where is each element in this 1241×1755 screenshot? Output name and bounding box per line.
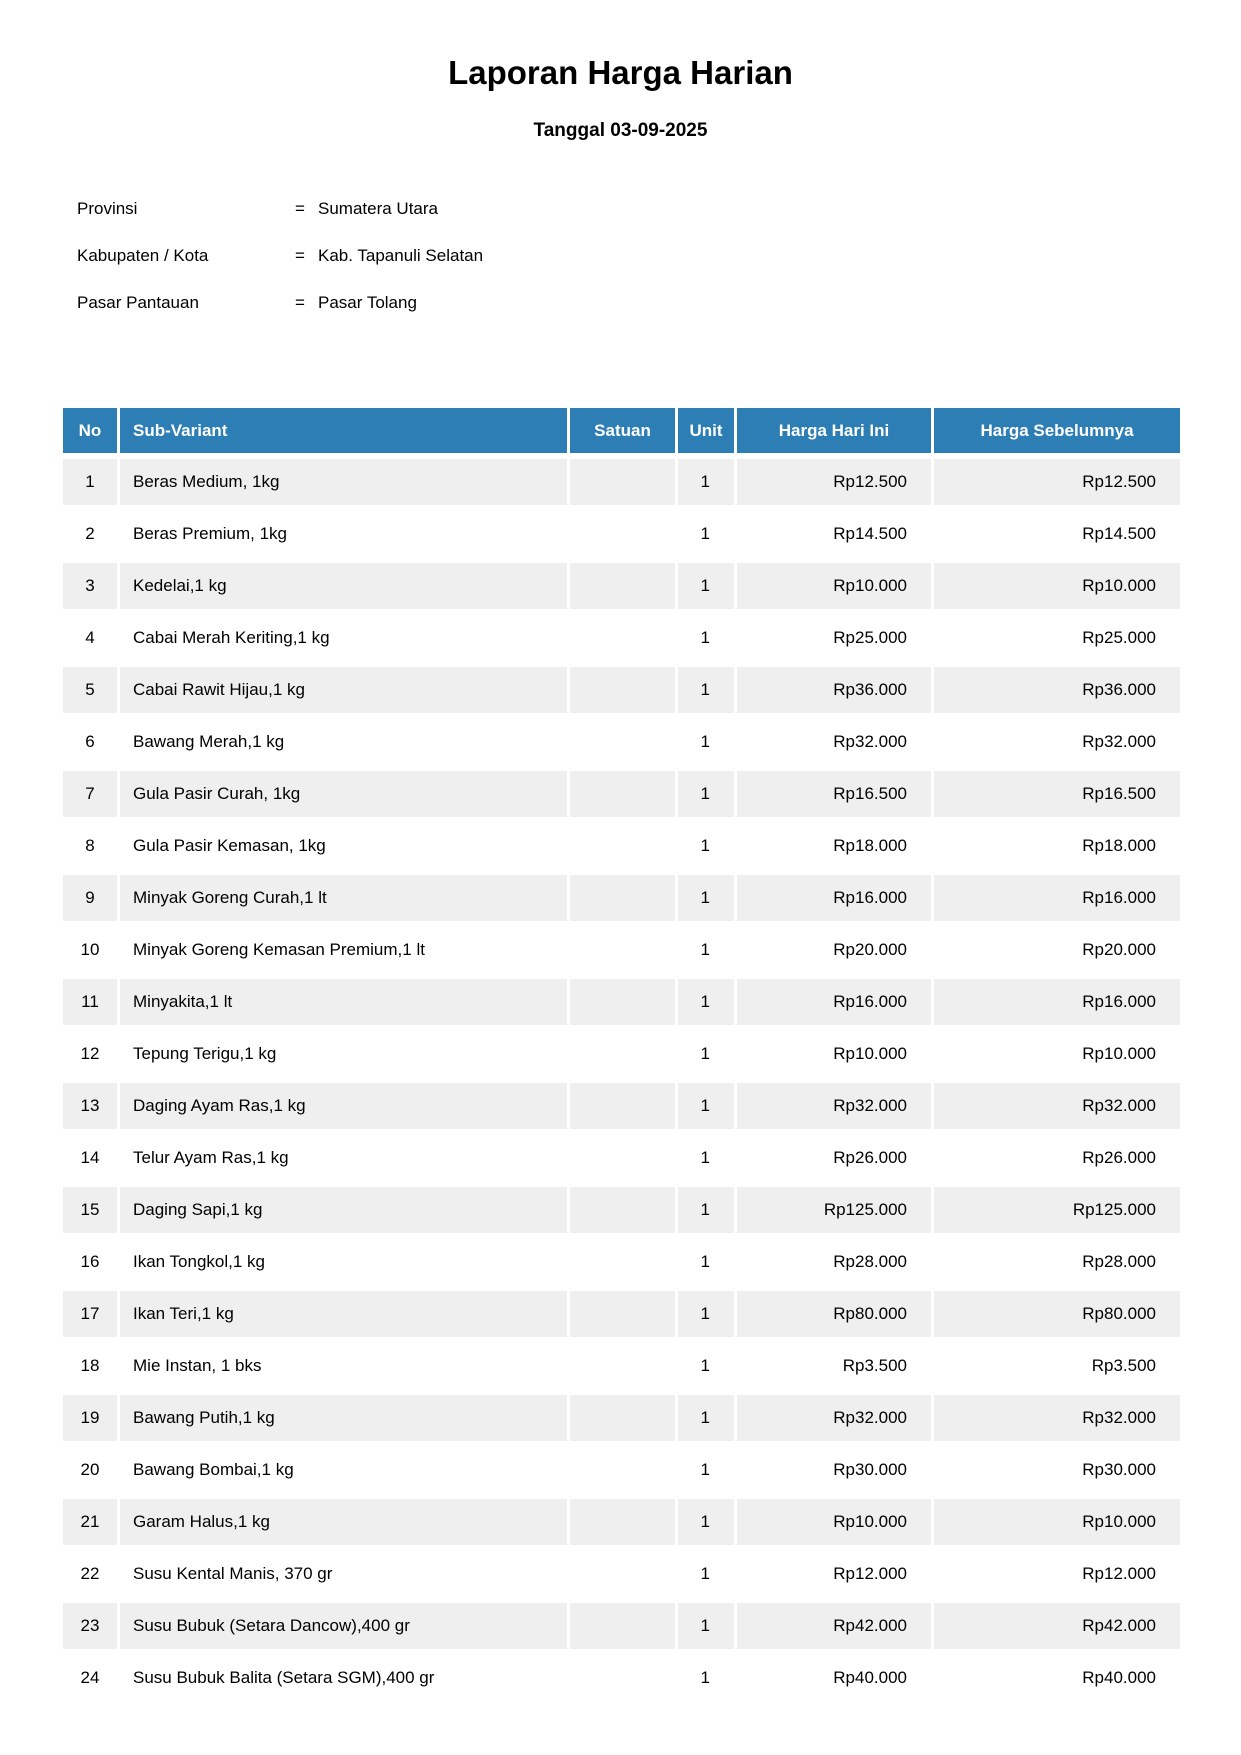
cell-no: 10 [63, 927, 117, 973]
equals-sign: = [295, 246, 305, 265]
price-table-body [63, 459, 1180, 1701]
table-row [63, 1551, 1180, 1597]
cell-sub: Susu Bubuk Balita (Setara SGM),400 gr [120, 1655, 567, 1701]
cell-satuan [570, 1447, 675, 1493]
cell-satuan [570, 511, 675, 557]
cell-hhi: Rp32.000 [737, 1083, 931, 1129]
meta-label: Pasar Pantauan [77, 293, 199, 312]
cell-no: 24 [63, 1655, 117, 1701]
column-header-no: No [63, 408, 117, 453]
cell-satuan [570, 459, 675, 505]
meta-row-pasar [77, 294, 1241, 312]
cell-no: 1 [63, 459, 117, 505]
cell-hs: Rp28.000 [934, 1239, 1180, 1285]
cell-hs: Rp42.000 [934, 1603, 1180, 1649]
cell-unit: 1 [678, 563, 734, 609]
column-header-harga-hari-ini: Harga Hari Ini [737, 408, 931, 453]
cell-hhi: Rp20.000 [737, 927, 931, 973]
cell-no: 4 [63, 615, 117, 661]
cell-satuan [570, 979, 675, 1025]
cell-no: 5 [63, 667, 117, 713]
cell-sub: Beras Premium, 1kg [120, 511, 567, 557]
cell-satuan [570, 1135, 675, 1181]
cell-unit: 1 [678, 1135, 734, 1181]
cell-sub: Bawang Merah,1 kg [120, 719, 567, 765]
cell-hs: Rp40.000 [934, 1655, 1180, 1701]
cell-hhi: Rp10.000 [737, 1499, 931, 1545]
cell-hhi: Rp10.000 [737, 563, 931, 609]
cell-unit: 1 [678, 1083, 734, 1129]
cell-hs: Rp36.000 [934, 667, 1180, 713]
cell-no: 21 [63, 1499, 117, 1545]
cell-sub: Garam Halus,1 kg [120, 1499, 567, 1545]
cell-hhi: Rp16.000 [737, 979, 931, 1025]
cell-satuan [570, 927, 675, 973]
table-row [63, 459, 1180, 505]
cell-hhi: Rp10.000 [737, 1031, 931, 1077]
table-row [63, 1499, 1180, 1545]
cell-hhi: Rp12.500 [737, 459, 931, 505]
cell-unit: 1 [678, 1655, 734, 1701]
table-row [63, 1447, 1180, 1493]
cell-hhi: Rp18.000 [737, 823, 931, 869]
column-header-unit: Unit [678, 408, 734, 453]
column-header-sub-variant: Sub-Variant [120, 408, 567, 453]
cell-no: 2 [63, 511, 117, 557]
page-title: Laporan Harga Harian [448, 54, 793, 91]
cell-no: 14 [63, 1135, 117, 1181]
cell-satuan [570, 1551, 675, 1597]
cell-satuan [570, 1083, 675, 1129]
cell-hs: Rp10.000 [934, 563, 1180, 609]
cell-satuan [570, 1655, 675, 1701]
cell-hhi: Rp80.000 [737, 1291, 931, 1337]
table-row [63, 563, 1180, 609]
cell-sub: Tepung Terigu,1 kg [120, 1031, 567, 1077]
table-row [63, 927, 1180, 973]
cell-satuan [570, 1395, 675, 1441]
table-row [63, 1395, 1180, 1441]
meta-value: Pasar Tolang [318, 293, 417, 312]
cell-no: 8 [63, 823, 117, 869]
cell-satuan [570, 719, 675, 765]
table-row [63, 719, 1180, 765]
cell-unit: 1 [678, 1291, 734, 1337]
cell-hs: Rp16.500 [934, 771, 1180, 817]
cell-hs: Rp12.500 [934, 459, 1180, 505]
cell-no: 3 [63, 563, 117, 609]
cell-unit: 1 [678, 1551, 734, 1597]
table-row [63, 667, 1180, 713]
cell-satuan [570, 615, 675, 661]
cell-hs: Rp125.000 [934, 1187, 1180, 1233]
cell-unit: 1 [678, 1499, 734, 1545]
table-row [63, 771, 1180, 817]
cell-sub: Ikan Teri,1 kg [120, 1291, 567, 1337]
meta-value: Sumatera Utara [318, 199, 438, 218]
cell-unit: 1 [678, 719, 734, 765]
cell-satuan [570, 875, 675, 921]
table-row [63, 1187, 1180, 1233]
cell-hhi: Rp12.000 [737, 1551, 931, 1597]
header-row [63, 408, 1180, 453]
cell-satuan [570, 1031, 675, 1077]
cell-sub: Minyakita,1 lt [120, 979, 567, 1025]
cell-unit: 1 [678, 823, 734, 869]
table-row [63, 823, 1180, 869]
cell-no: 13 [63, 1083, 117, 1129]
cell-no: 23 [63, 1603, 117, 1649]
cell-sub: Daging Ayam Ras,1 kg [120, 1083, 567, 1129]
table-row [63, 615, 1180, 661]
cell-no: 6 [63, 719, 117, 765]
meta-value: Kab. Tapanuli Selatan [318, 246, 484, 265]
table-row [63, 875, 1180, 921]
column-header-satuan: Satuan [570, 408, 675, 453]
cell-unit: 1 [678, 771, 734, 817]
cell-hs: Rp32.000 [934, 1083, 1180, 1129]
column-header-harga-sebelumnya: Harga Sebelumnya [934, 408, 1180, 453]
table-row [63, 1343, 1180, 1389]
cell-hs: Rp32.000 [934, 1395, 1180, 1441]
cell-satuan [570, 563, 675, 609]
cell-unit: 1 [678, 459, 734, 505]
cell-unit: 1 [678, 1239, 734, 1285]
cell-hhi: Rp42.000 [737, 1603, 931, 1649]
cell-hs: Rp12.000 [934, 1551, 1180, 1597]
cell-hs: Rp16.000 [934, 875, 1180, 921]
cell-sub: Gula Pasir Curah, 1kg [120, 771, 567, 817]
cell-satuan [570, 1603, 675, 1649]
cell-no: 11 [63, 979, 117, 1025]
cell-hhi: Rp16.000 [737, 875, 931, 921]
cell-hs: Rp25.000 [934, 615, 1180, 661]
table-row [63, 1291, 1180, 1337]
cell-no: 18 [63, 1343, 117, 1389]
report-date: Tanggal 03-09-2025 [533, 120, 708, 141]
meta-label: Kabupaten / Kota [77, 246, 209, 265]
table-row [63, 1135, 1180, 1181]
cell-hhi: Rp3.500 [737, 1343, 931, 1389]
cell-hs: Rp20.000 [934, 927, 1180, 973]
cell-satuan [570, 823, 675, 869]
table-row [63, 1083, 1180, 1129]
cell-sub: Gula Pasir Kemasan, 1kg [120, 823, 567, 869]
cell-hs: Rp3.500 [934, 1343, 1180, 1389]
table-row [63, 1031, 1180, 1077]
cell-satuan [570, 1291, 675, 1337]
cell-unit: 1 [678, 1395, 734, 1441]
cell-unit: 1 [678, 1187, 734, 1233]
meta-row-provinsi [77, 200, 1241, 218]
cell-no: 19 [63, 1395, 117, 1441]
cell-satuan [570, 1187, 675, 1233]
cell-hs: Rp32.000 [934, 719, 1180, 765]
meta-label: Provinsi [77, 199, 138, 218]
table-row [63, 1603, 1180, 1649]
cell-hhi: Rp32.000 [737, 719, 931, 765]
cell-hs: Rp26.000 [934, 1135, 1180, 1181]
cell-sub: Susu Kental Manis, 370 gr [120, 1551, 567, 1597]
cell-no: 7 [63, 771, 117, 817]
cell-no: 12 [63, 1031, 117, 1077]
meta-row-kabupaten [77, 247, 1241, 265]
price-table [60, 402, 1183, 1707]
cell-hs: Rp10.000 [934, 1031, 1180, 1077]
cell-unit: 1 [678, 927, 734, 973]
cell-no: 22 [63, 1551, 117, 1597]
cell-satuan [570, 1499, 675, 1545]
cell-unit: 1 [678, 511, 734, 557]
cell-unit: 1 [678, 1031, 734, 1077]
cell-hhi: Rp30.000 [737, 1447, 931, 1493]
cell-sub: Mie Instan, 1 bks [120, 1343, 567, 1389]
cell-hhi: Rp125.000 [737, 1187, 931, 1233]
cell-sub: Bawang Bombai,1 kg [120, 1447, 567, 1493]
cell-hs: Rp10.000 [934, 1499, 1180, 1545]
cell-hs: Rp18.000 [934, 823, 1180, 869]
equals-sign: = [295, 293, 305, 312]
cell-sub: Minyak Goreng Kemasan Premium,1 lt [120, 927, 567, 973]
cell-unit: 1 [678, 615, 734, 661]
cell-unit: 1 [678, 1603, 734, 1649]
cell-satuan [570, 771, 675, 817]
table-row [63, 979, 1180, 1025]
cell-hs: Rp80.000 [934, 1291, 1180, 1337]
equals-sign: = [295, 199, 305, 218]
cell-satuan [570, 1239, 675, 1285]
cell-no: 17 [63, 1291, 117, 1337]
report-meta [77, 200, 1241, 312]
cell-hhi: Rp40.000 [737, 1655, 931, 1701]
cell-sub: Daging Sapi,1 kg [120, 1187, 567, 1233]
cell-no: 15 [63, 1187, 117, 1233]
cell-hhi: Rp25.000 [737, 615, 931, 661]
cell-unit: 1 [678, 875, 734, 921]
price-table-header [63, 408, 1180, 453]
cell-sub: Telur Ayam Ras,1 kg [120, 1135, 567, 1181]
cell-hhi: Rp16.500 [737, 771, 931, 817]
cell-hs: Rp16.000 [934, 979, 1180, 1025]
cell-satuan [570, 1343, 675, 1389]
table-row [63, 1239, 1180, 1285]
cell-satuan [570, 667, 675, 713]
cell-sub: Kedelai,1 kg [120, 563, 567, 609]
cell-sub: Bawang Putih,1 kg [120, 1395, 567, 1441]
cell-sub: Beras Medium, 1kg [120, 459, 567, 505]
cell-sub: Cabai Merah Keriting,1 kg [120, 615, 567, 661]
cell-hhi: Rp14.500 [737, 511, 931, 557]
cell-no: 16 [63, 1239, 117, 1285]
table-row [63, 1655, 1180, 1701]
cell-hs: Rp30.000 [934, 1447, 1180, 1493]
cell-hhi: Rp28.000 [737, 1239, 931, 1285]
cell-hhi: Rp32.000 [737, 1395, 931, 1441]
cell-unit: 1 [678, 979, 734, 1025]
cell-sub: Minyak Goreng Curah,1 lt [120, 875, 567, 921]
cell-hs: Rp14.500 [934, 511, 1180, 557]
cell-sub: Cabai Rawit Hijau,1 kg [120, 667, 567, 713]
cell-hhi: Rp36.000 [737, 667, 931, 713]
cell-sub: Susu Bubuk (Setara Dancow),400 gr [120, 1603, 567, 1649]
cell-no: 20 [63, 1447, 117, 1493]
cell-hhi: Rp26.000 [737, 1135, 931, 1181]
cell-unit: 1 [678, 667, 734, 713]
cell-no: 9 [63, 875, 117, 921]
cell-sub: Ikan Tongkol,1 kg [120, 1239, 567, 1285]
cell-unit: 1 [678, 1447, 734, 1493]
table-row [63, 511, 1180, 557]
cell-unit: 1 [678, 1343, 734, 1389]
